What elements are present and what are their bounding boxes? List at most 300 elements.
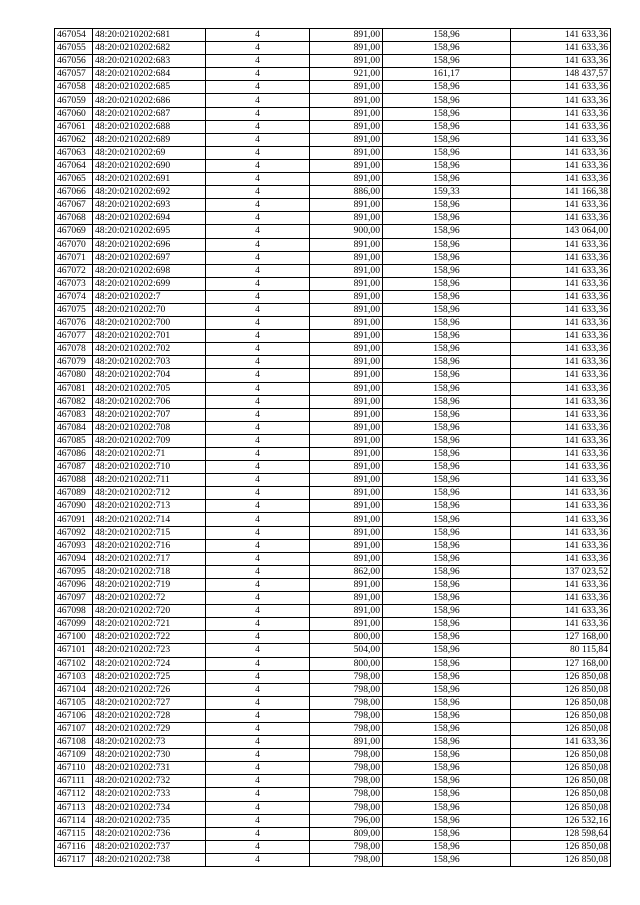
amount-cell: 141 633,36 [511, 618, 611, 631]
row-number-cell: 467057 [55, 68, 93, 81]
row-number-cell: 467077 [55, 330, 93, 343]
rate-cell: 158,96 [383, 775, 511, 788]
area-cell: 891,00 [310, 592, 383, 605]
row-number-cell: 467070 [55, 238, 93, 251]
table-row [55, 474, 611, 487]
rate-cell: 158,96 [383, 696, 511, 709]
amount-cell: 141 633,36 [511, 434, 611, 447]
amount-cell: 126 850,08 [511, 775, 611, 788]
amount-cell: 127 168,00 [511, 631, 611, 644]
amount-cell: 141 633,36 [511, 212, 611, 225]
row-number-cell: 467107 [55, 722, 93, 735]
rate-cell: 158,96 [383, 500, 511, 513]
row-number-cell: 467090 [55, 500, 93, 513]
area-cell: 891,00 [310, 513, 383, 526]
area-cell: 798,00 [310, 853, 383, 866]
table-row [55, 343, 611, 356]
table-row [55, 238, 611, 251]
row-number-cell: 467095 [55, 565, 93, 578]
table-row [55, 578, 611, 591]
area-cell: 891,00 [310, 238, 383, 251]
cadastral-number-cell: 48:20:0210202:710 [93, 461, 206, 474]
amount-cell: 141 633,36 [511, 120, 611, 133]
area-cell: 891,00 [310, 107, 383, 120]
cadastral-number-cell: 48:20:0210202:709 [93, 434, 206, 447]
cadastral-number-cell: 48:20:0210202:703 [93, 356, 206, 369]
table-row [55, 120, 611, 133]
cadastral-number-cell: 48:20:0210202:728 [93, 709, 206, 722]
count-cell: 4 [206, 840, 310, 853]
table-row [55, 513, 611, 526]
amount-cell: 141 633,36 [511, 513, 611, 526]
amount-cell: 126 850,08 [511, 801, 611, 814]
rate-cell: 158,96 [383, 670, 511, 683]
table-row [55, 840, 611, 853]
count-cell: 4 [206, 212, 310, 225]
area-cell: 891,00 [310, 578, 383, 591]
count-cell: 4 [206, 264, 310, 277]
table-row [55, 133, 611, 146]
row-number-cell: 467102 [55, 657, 93, 670]
table-row [55, 539, 611, 552]
count-cell: 4 [206, 500, 310, 513]
cadastral-number-cell: 48:20:0210202:689 [93, 133, 206, 146]
rate-cell: 158,96 [383, 448, 511, 461]
row-number-cell: 467087 [55, 461, 93, 474]
row-number-cell: 467083 [55, 408, 93, 421]
cadastral-number-cell: 48:20:0210202:700 [93, 317, 206, 330]
rate-cell: 161,17 [383, 68, 511, 81]
row-number-cell: 467096 [55, 578, 93, 591]
area-cell: 798,00 [310, 696, 383, 709]
rate-cell: 158,96 [383, 159, 511, 172]
amount-cell: 126 850,08 [511, 683, 611, 696]
rate-cell: 158,96 [383, 303, 511, 316]
rate-cell: 158,96 [383, 55, 511, 68]
rate-cell: 158,96 [383, 42, 511, 55]
cadastral-number-cell: 48:20:0210202:699 [93, 277, 206, 290]
area-cell: 809,00 [310, 827, 383, 840]
row-number-cell: 467085 [55, 434, 93, 447]
rate-cell: 158,96 [383, 238, 511, 251]
row-number-cell: 467100 [55, 631, 93, 644]
amount-cell: 148 437,57 [511, 68, 611, 81]
rate-cell: 158,96 [383, 330, 511, 343]
cadastral-number-cell: 48:20:0210202:716 [93, 539, 206, 552]
rate-cell: 158,96 [383, 29, 511, 42]
data-table [54, 28, 611, 867]
rate-cell: 158,96 [383, 618, 511, 631]
rate-cell: 158,96 [383, 94, 511, 107]
amount-cell: 141 633,36 [511, 448, 611, 461]
area-cell: 891,00 [310, 42, 383, 55]
amount-cell: 141 633,36 [511, 330, 611, 343]
count-cell: 4 [206, 173, 310, 186]
cadastral-number-cell: 48:20:0210202:732 [93, 775, 206, 788]
count-cell: 4 [206, 290, 310, 303]
table-row [55, 788, 611, 801]
amount-cell: 127 168,00 [511, 657, 611, 670]
row-number-cell: 467072 [55, 264, 93, 277]
area-cell: 891,00 [310, 212, 383, 225]
table-row [55, 670, 611, 683]
count-cell: 4 [206, 94, 310, 107]
amount-cell: 126 850,08 [511, 722, 611, 735]
row-number-cell: 467110 [55, 762, 93, 775]
cadastral-number-cell: 48:20:0210202:711 [93, 474, 206, 487]
row-number-cell: 467116 [55, 840, 93, 853]
area-cell: 891,00 [310, 539, 383, 552]
row-number-cell: 467108 [55, 736, 93, 749]
area-cell: 798,00 [310, 683, 383, 696]
row-number-cell: 467075 [55, 303, 93, 316]
cadastral-number-cell: 48:20:0210202:694 [93, 212, 206, 225]
area-cell: 891,00 [310, 251, 383, 264]
cadastral-number-cell: 48:20:0210202:730 [93, 749, 206, 762]
count-cell: 4 [206, 788, 310, 801]
row-number-cell: 467062 [55, 133, 93, 146]
amount-cell: 141 633,36 [511, 159, 611, 172]
rate-cell: 158,96 [383, 264, 511, 277]
cadastral-number-cell: 48:20:0210202:718 [93, 565, 206, 578]
cadastral-number-cell: 48:20:0210202:695 [93, 225, 206, 238]
amount-cell: 137 023,52 [511, 565, 611, 578]
count-cell: 4 [206, 199, 310, 212]
rate-cell: 158,96 [383, 736, 511, 749]
cadastral-number-cell: 48:20:0210202:729 [93, 722, 206, 735]
count-cell: 4 [206, 408, 310, 421]
cadastral-number-cell: 48:20:0210202:726 [93, 683, 206, 696]
count-cell: 4 [206, 827, 310, 840]
count-cell: 4 [206, 343, 310, 356]
cadastral-number-cell: 48:20:0210202:736 [93, 827, 206, 840]
table-row [55, 186, 611, 199]
area-cell: 891,00 [310, 408, 383, 421]
cadastral-number-cell: 48:20:0210202:681 [93, 29, 206, 42]
area-cell: 900,00 [310, 225, 383, 238]
rate-cell: 158,96 [383, 565, 511, 578]
count-cell: 4 [206, 552, 310, 565]
cadastral-number-cell: 48:20:0210202:713 [93, 500, 206, 513]
rate-cell: 158,96 [383, 526, 511, 539]
row-number-cell: 467109 [55, 749, 93, 762]
rate-cell: 158,96 [383, 120, 511, 133]
count-cell: 4 [206, 801, 310, 814]
table-row [55, 683, 611, 696]
row-number-cell: 467061 [55, 120, 93, 133]
amount-cell: 141 633,36 [511, 500, 611, 513]
table-row [55, 657, 611, 670]
rate-cell: 158,96 [383, 709, 511, 722]
table-row [55, 303, 611, 316]
amount-cell: 141 633,36 [511, 173, 611, 186]
count-cell: 4 [206, 657, 310, 670]
row-number-cell: 467082 [55, 395, 93, 408]
count-cell: 4 [206, 395, 310, 408]
table-row [55, 277, 611, 290]
rate-cell: 158,96 [383, 81, 511, 94]
cadastral-number-cell: 48:20:0210202:701 [93, 330, 206, 343]
area-cell: 891,00 [310, 461, 383, 474]
area-cell: 800,00 [310, 657, 383, 670]
cadastral-number-cell: 48:20:0210202:708 [93, 421, 206, 434]
count-cell: 4 [206, 474, 310, 487]
count-cell: 4 [206, 81, 310, 94]
area-cell: 891,00 [310, 618, 383, 631]
rate-cell: 158,96 [383, 592, 511, 605]
cadastral-number-cell: 48:20:0210202:714 [93, 513, 206, 526]
rate-cell: 158,96 [383, 644, 511, 657]
table-row [55, 212, 611, 225]
table-row [55, 500, 611, 513]
table-row [55, 722, 611, 735]
amount-cell: 126 850,08 [511, 853, 611, 866]
rate-cell: 158,96 [383, 749, 511, 762]
cadastral-number-cell: 48:20:0210202:733 [93, 788, 206, 801]
area-cell: 891,00 [310, 605, 383, 618]
amount-cell: 141 633,36 [511, 578, 611, 591]
rate-cell: 158,96 [383, 461, 511, 474]
area-cell: 796,00 [310, 814, 383, 827]
table-row [55, 251, 611, 264]
count-cell: 4 [206, 382, 310, 395]
count-cell: 4 [206, 42, 310, 55]
cadastral-number-cell: 48:20:0210202:684 [93, 68, 206, 81]
table-row [55, 605, 611, 618]
row-number-cell: 467111 [55, 775, 93, 788]
row-number-cell: 467099 [55, 618, 93, 631]
cadastral-number-cell: 48:20:0210202:717 [93, 552, 206, 565]
amount-cell: 141 166,38 [511, 186, 611, 199]
rate-cell: 158,96 [383, 212, 511, 225]
rate-cell: 158,96 [383, 107, 511, 120]
rate-cell: 158,96 [383, 251, 511, 264]
area-cell: 891,00 [310, 356, 383, 369]
rate-cell: 158,96 [383, 317, 511, 330]
row-number-cell: 467078 [55, 343, 93, 356]
amount-cell: 141 633,36 [511, 107, 611, 120]
cadastral-number-cell: 48:20:0210202:7 [93, 290, 206, 303]
amount-cell: 141 633,36 [511, 238, 611, 251]
rate-cell: 158,96 [383, 513, 511, 526]
amount-cell: 141 633,36 [511, 199, 611, 212]
area-cell: 891,00 [310, 264, 383, 277]
row-number-cell: 467056 [55, 55, 93, 68]
count-cell: 4 [206, 696, 310, 709]
cadastral-number-cell: 48:20:0210202:73 [93, 736, 206, 749]
count-cell: 4 [206, 159, 310, 172]
count-cell: 4 [206, 539, 310, 552]
table-row [55, 68, 611, 81]
rate-cell: 158,96 [383, 225, 511, 238]
area-cell: 891,00 [310, 526, 383, 539]
area-cell: 798,00 [310, 762, 383, 775]
count-cell: 4 [206, 578, 310, 591]
count-cell: 4 [206, 814, 310, 827]
table-row [55, 94, 611, 107]
amount-cell: 141 633,36 [511, 303, 611, 316]
cadastral-number-cell: 48:20:0210202:719 [93, 578, 206, 591]
table-row [55, 487, 611, 500]
area-cell: 891,00 [310, 303, 383, 316]
area-cell: 891,00 [310, 395, 383, 408]
amount-cell: 126 850,08 [511, 840, 611, 853]
area-cell: 798,00 [310, 801, 383, 814]
cadastral-number-cell: 48:20:0210202:735 [93, 814, 206, 827]
rate-cell: 158,96 [383, 578, 511, 591]
row-number-cell: 467064 [55, 159, 93, 172]
row-number-cell: 467084 [55, 421, 93, 434]
count-cell: 4 [206, 526, 310, 539]
table-row [55, 631, 611, 644]
amount-cell: 143 064,00 [511, 225, 611, 238]
count-cell: 4 [206, 225, 310, 238]
area-cell: 798,00 [310, 775, 383, 788]
amount-cell: 141 633,36 [511, 369, 611, 382]
cadastral-number-cell: 48:20:0210202:70 [93, 303, 206, 316]
area-cell: 891,00 [310, 173, 383, 186]
rate-cell: 158,96 [383, 683, 511, 696]
row-number-cell: 467088 [55, 474, 93, 487]
rate-cell: 158,96 [383, 290, 511, 303]
amount-cell: 141 633,36 [511, 55, 611, 68]
amount-cell: 141 633,36 [511, 474, 611, 487]
row-number-cell: 467063 [55, 146, 93, 159]
row-number-cell: 467071 [55, 251, 93, 264]
area-cell: 921,00 [310, 68, 383, 81]
table-row [55, 81, 611, 94]
amount-cell: 141 633,36 [511, 251, 611, 264]
area-cell: 891,00 [310, 94, 383, 107]
cadastral-number-cell: 48:20:0210202:707 [93, 408, 206, 421]
rate-cell: 158,96 [383, 487, 511, 500]
row-number-cell: 467091 [55, 513, 93, 526]
count-cell: 4 [206, 722, 310, 735]
area-cell: 891,00 [310, 500, 383, 513]
amount-cell: 141 633,36 [511, 42, 611, 55]
table-row [55, 382, 611, 395]
rate-cell: 158,96 [383, 631, 511, 644]
row-number-cell: 467113 [55, 801, 93, 814]
count-cell: 4 [206, 68, 310, 81]
row-number-cell: 467081 [55, 382, 93, 395]
amount-cell: 141 633,36 [511, 94, 611, 107]
area-cell: 504,00 [310, 644, 383, 657]
count-cell: 4 [206, 133, 310, 146]
area-cell: 862,00 [310, 565, 383, 578]
cadastral-number-cell: 48:20:0210202:706 [93, 395, 206, 408]
table-row [55, 159, 611, 172]
area-cell: 891,00 [310, 133, 383, 146]
row-number-cell: 467054 [55, 29, 93, 42]
cadastral-number-cell: 48:20:0210202:693 [93, 199, 206, 212]
rate-cell: 158,96 [383, 421, 511, 434]
count-cell: 4 [206, 303, 310, 316]
row-number-cell: 467094 [55, 552, 93, 565]
table-row [55, 592, 611, 605]
row-number-cell: 467104 [55, 683, 93, 696]
table-row [55, 199, 611, 212]
area-cell: 891,00 [310, 317, 383, 330]
row-number-cell: 467065 [55, 173, 93, 186]
rate-cell: 158,96 [383, 277, 511, 290]
cadastral-number-cell: 48:20:0210202:682 [93, 42, 206, 55]
count-cell: 4 [206, 55, 310, 68]
table-row [55, 421, 611, 434]
area-cell: 891,00 [310, 330, 383, 343]
count-cell: 4 [206, 434, 310, 447]
area-cell: 798,00 [310, 840, 383, 853]
table-row [55, 434, 611, 447]
rate-cell: 158,96 [383, 539, 511, 552]
row-number-cell: 467092 [55, 526, 93, 539]
cadastral-number-cell: 48:20:0210202:691 [93, 173, 206, 186]
table-row [55, 395, 611, 408]
count-cell: 4 [206, 146, 310, 159]
count-cell: 4 [206, 120, 310, 133]
area-cell: 886,00 [310, 186, 383, 199]
row-number-cell: 467067 [55, 199, 93, 212]
count-cell: 4 [206, 277, 310, 290]
amount-cell: 128 598,64 [511, 827, 611, 840]
row-number-cell: 467079 [55, 356, 93, 369]
area-cell: 891,00 [310, 382, 383, 395]
rate-cell: 158,96 [383, 343, 511, 356]
row-number-cell: 467076 [55, 317, 93, 330]
rate-cell: 158,96 [383, 199, 511, 212]
table-row [55, 526, 611, 539]
row-number-cell: 467097 [55, 592, 93, 605]
count-cell: 4 [206, 369, 310, 382]
rate-cell: 158,96 [383, 382, 511, 395]
row-number-cell: 467093 [55, 539, 93, 552]
rate-cell: 158,96 [383, 657, 511, 670]
amount-cell: 141 633,36 [511, 146, 611, 159]
row-number-cell: 467066 [55, 186, 93, 199]
count-cell: 4 [206, 251, 310, 264]
count-cell: 4 [206, 605, 310, 618]
table-row [55, 146, 611, 159]
amount-cell: 126 850,08 [511, 696, 611, 709]
row-number-cell: 467098 [55, 605, 93, 618]
rate-cell: 158,96 [383, 762, 511, 775]
table-row [55, 853, 611, 866]
count-cell: 4 [206, 421, 310, 434]
cadastral-number-cell: 48:20:0210202:688 [93, 120, 206, 133]
row-number-cell: 467106 [55, 709, 93, 722]
cadastral-number-cell: 48:20:0210202:71 [93, 448, 206, 461]
table-row [55, 736, 611, 749]
count-cell: 4 [206, 670, 310, 683]
table-row [55, 369, 611, 382]
table-row [55, 317, 611, 330]
rate-cell: 158,96 [383, 853, 511, 866]
amount-cell: 141 633,36 [511, 408, 611, 421]
area-cell: 891,00 [310, 474, 383, 487]
count-cell: 4 [206, 513, 310, 526]
table-row [55, 775, 611, 788]
amount-cell: 141 633,36 [511, 382, 611, 395]
cadastral-number-cell: 48:20:0210202:698 [93, 264, 206, 277]
cadastral-number-cell: 48:20:0210202:687 [93, 107, 206, 120]
amount-cell: 141 633,36 [511, 133, 611, 146]
table-row [55, 55, 611, 68]
count-cell: 4 [206, 644, 310, 657]
amount-cell: 141 633,36 [511, 290, 611, 303]
amount-cell: 141 633,36 [511, 395, 611, 408]
count-cell: 4 [206, 186, 310, 199]
count-cell: 4 [206, 461, 310, 474]
